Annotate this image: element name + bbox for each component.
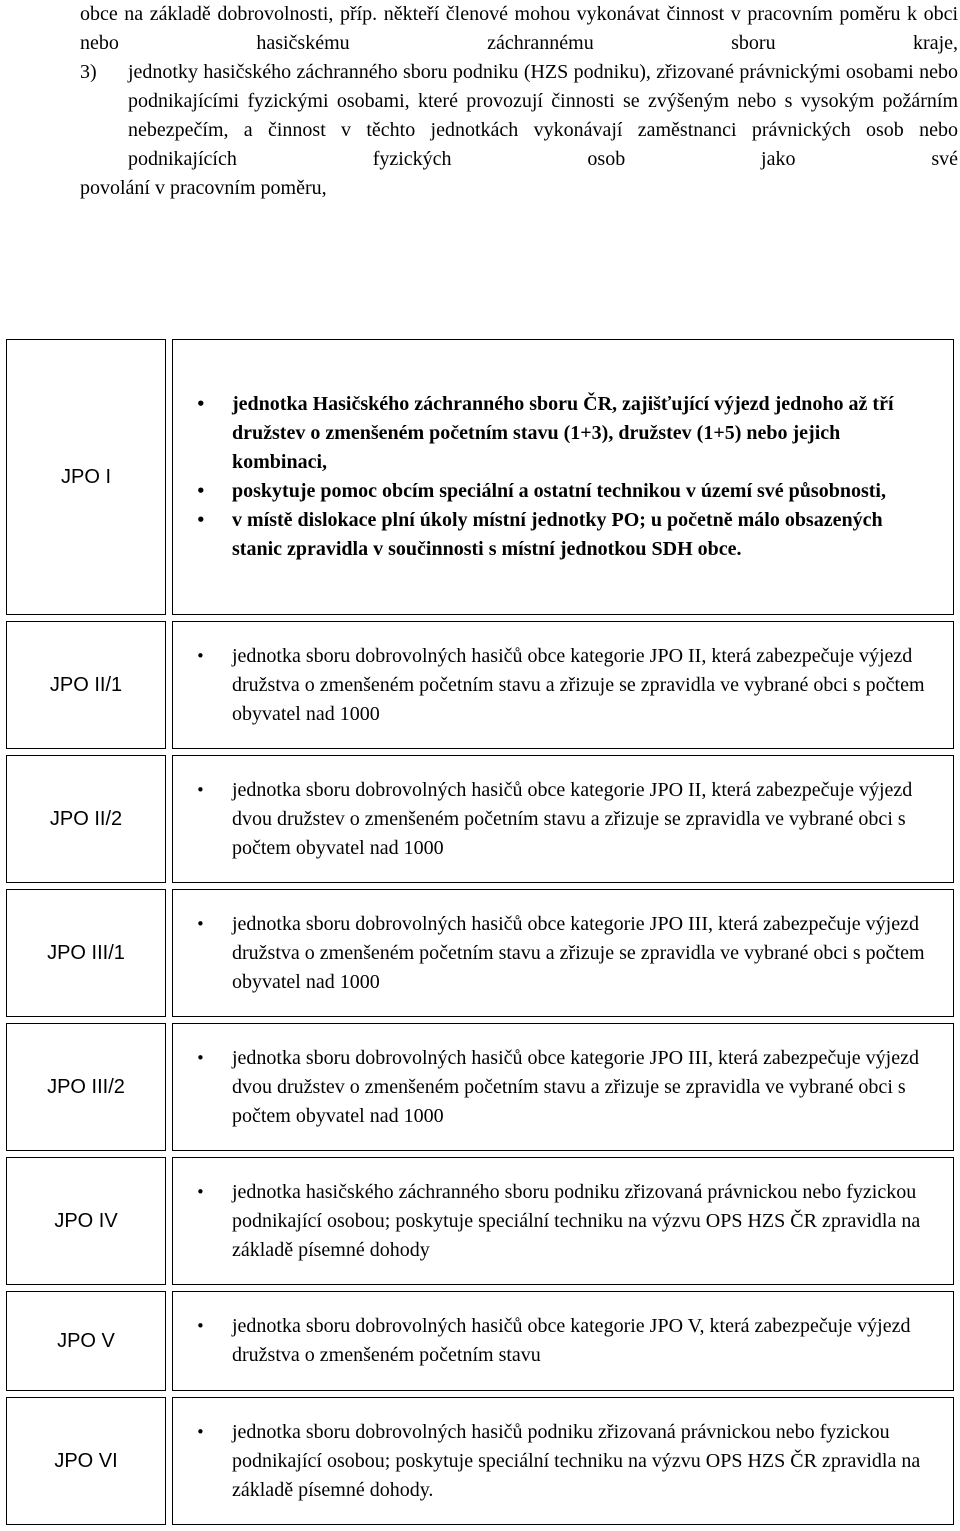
category-label: JPO I [6,339,166,615]
category-description [172,1291,954,1391]
intro-item-text: jednotky hasičského záchranného sboru podniku (HZS podniku), zřizované právnickými osobami nebo podnikajícími fyzickými osobami, které provozují činnosti se zvýšeným nebo s vysokým požárním nebezpečím, a činnost v těchto jednotkách vykonávají zaměstnanci právnických osob nebo podnikajících fyzických osob jako své [128,61,958,170]
category-label: JPO III/1 [6,889,166,1017]
table-row [6,621,954,749]
category-label: JPO IV [6,1157,166,1285]
list-item: • v místě dislokace plní úkoly místní jednotky PO; u početně málo obsazených stanic zpravidla v součinnosti s místní jednotkou SDH obce. [232,506,935,564]
category-description [172,1023,954,1151]
bullet-list [173,776,935,863]
list-item: • jednotka sboru dobrovolných hasičů obce kategorie JPO II, která zabezpečuje výjezd dvou družstev o zmenšeném početním stavu a zřizuje se zpravidla ve vybrané obci s počtem obyvatel nad 1000 [232,776,935,863]
intro-item-number: 3) [80,61,97,83]
category-description [172,755,954,883]
category-description [172,621,954,749]
bullet-list [173,1312,935,1370]
list-item: • poskytuje pomoc obcím speciální a ostatní technikou v území své působnosti, [232,477,935,506]
category-description [172,339,954,615]
category-label: JPO II/2 [6,755,166,883]
list-item: • jednotka hasičského záchranného sboru podniku zřizovaná právnickou nebo fyzickou podnikající osobou; poskytuje speciální techniku na výzvu OPS HZS ČR zpravidla na základě písemné dohody [232,1178,935,1265]
bullet-list [173,642,935,729]
category-description [172,889,954,1017]
table-row [6,1291,954,1391]
list-item: • jednotka sboru dobrovolných hasičů obce kategorie JPO III, která zabezpečuje výjezd dvou družstev o zmenšeném početním stavu a zřizuje se zpravidla ve vybrané obci s počtem obyvatel nad 1000 [232,1044,935,1131]
list-item: • jednotka sboru dobrovolných hasičů obce kategorie JPO II, která zabezpečuje výjezd družstva o zmenšeném početním stavu a zřizuje se zpravidla ve vybrané obci s počtem obyvatel nad 1000 [232,642,935,729]
list-item: • jednotka sboru dobrovolných hasičů obce kategorie JPO III, která zabezpečuje výjezd družstva o zmenšeném početním stavu a zřizuje se zpravidla ve vybrané obci s počtem obyvatel nad 1000 [232,910,935,997]
table-row [6,755,954,883]
intro-item-text-last: povolání v pracovním poměru, [80,177,327,199]
bullet-list [173,1178,935,1265]
bullet-list [173,1418,935,1505]
table-row [6,889,954,1017]
table-row [6,1157,954,1285]
intro-text [80,0,958,203]
table-row [6,1023,954,1151]
category-label: JPO V [6,1291,166,1391]
list-item: • jednotka Hasičského záchranného sboru ČR, zajišťující výjezd jednoho až tří družstev o zmenšeném početním stavu (1+3), družstev (1+5) nebo jejich kombinaci, [232,390,935,477]
category-description [172,1157,954,1285]
bullet-list [173,1044,935,1131]
bullet-list [173,390,935,564]
intro-continuation: obce na základě dobrovolnosti, příp. někteří členové mohou vykonávat činnost v pracovním poměru k obci nebo hasičskému záchrannému sboru kraje, [80,3,958,54]
intro-list-item-3 [80,58,958,174]
category-description [172,1397,954,1525]
jpo-categories-table [0,333,960,1531]
category-label: JPO II/1 [6,621,166,749]
list-item: • jednotka sboru dobrovolných hasičů podniku zřizovaná právnickou nebo fyzickou podnikající osobou; poskytuje speciální techniku na výzvu OPS HZS ČR zpravidla na základě písemné dohody. [232,1418,935,1505]
table-row [6,339,954,615]
category-label: JPO III/2 [6,1023,166,1151]
category-label: JPO VI [6,1397,166,1525]
table-row [6,1397,954,1525]
bullet-list [173,910,935,997]
list-item: • jednotka sboru dobrovolných hasičů obce kategorie JPO V, která zabezpečuje výjezd družstva o zmenšeném početním stavu [232,1312,935,1370]
